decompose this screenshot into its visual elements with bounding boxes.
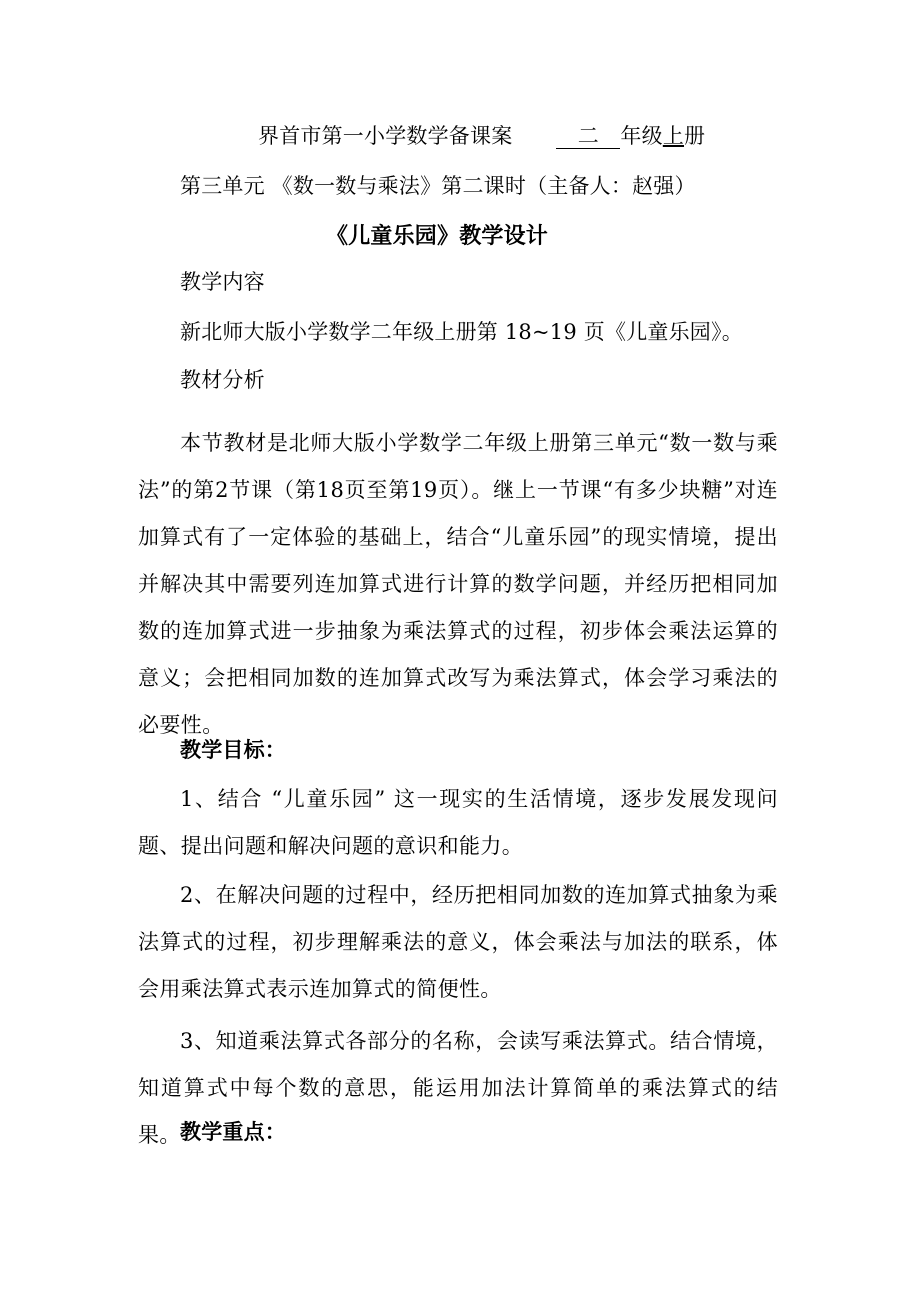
school-plan-title: 界首市第一小学数学备课案 [258,124,513,148]
analysis-paragraph: 本节教材是北师大版小学数学二年级上册第三单元“数一数与乘法”的第2节课（第18页至第19页）。继上一节课“有多少块糖”对连加算式有了一定体验的基础上，结合“儿童乐园”的现实情境，提出并解决其中需要列连加算式进行计算的数学问题，并经历把相同加数的连加算式进一步抽象为乘法算式的过程，初步体会乘法运算的意义；会把相同加数的连加算式改写为乘法算式，体会学习乘法的必要性。 [138,431,778,737]
goal-item: 2、在解决问题的过程中，经历把相同加数的连加算式抽象为乘法算式的过程，初步理解乘法的意义，体会乘法与加法的联系，体会用乘法算式表示连加算式的简便性。 [138,883,778,1001]
term-label: 上 [662,124,685,148]
content-text: 新北师大版小学数学二年级上册第 18~19 页《儿童乐园》。 [180,320,743,344]
content-heading: 教学内容 [180,270,265,294]
grade-blank: 二 [556,124,620,149]
goal-item: 3、知道乘法算式各部分的名称，会读写乘法算式。结合情境，知道算式中每个数的意思，能运用加法计算简单的乘法算式的结果。 [138,1029,778,1147]
book-label: 册 [684,124,706,148]
goals-heading: 教学目标： [180,737,286,762]
analysis-heading: 教材分析 [180,368,265,392]
unit-line: 第三单元 《数一数与乘法》第二课时（主备人：赵强） [180,174,696,198]
key-points-heading: 教学重点： [180,1119,286,1144]
document-title: 《儿童乐园》教学设计 [326,223,549,249]
grade-suffix: 年级 [620,124,663,148]
header-line [258,122,705,150]
goal-item: 1、结合 “儿童乐园” 这一现实的生活情境，逐步发展发现问题、提出问题和解决问题的意识和能力。 [138,787,778,858]
